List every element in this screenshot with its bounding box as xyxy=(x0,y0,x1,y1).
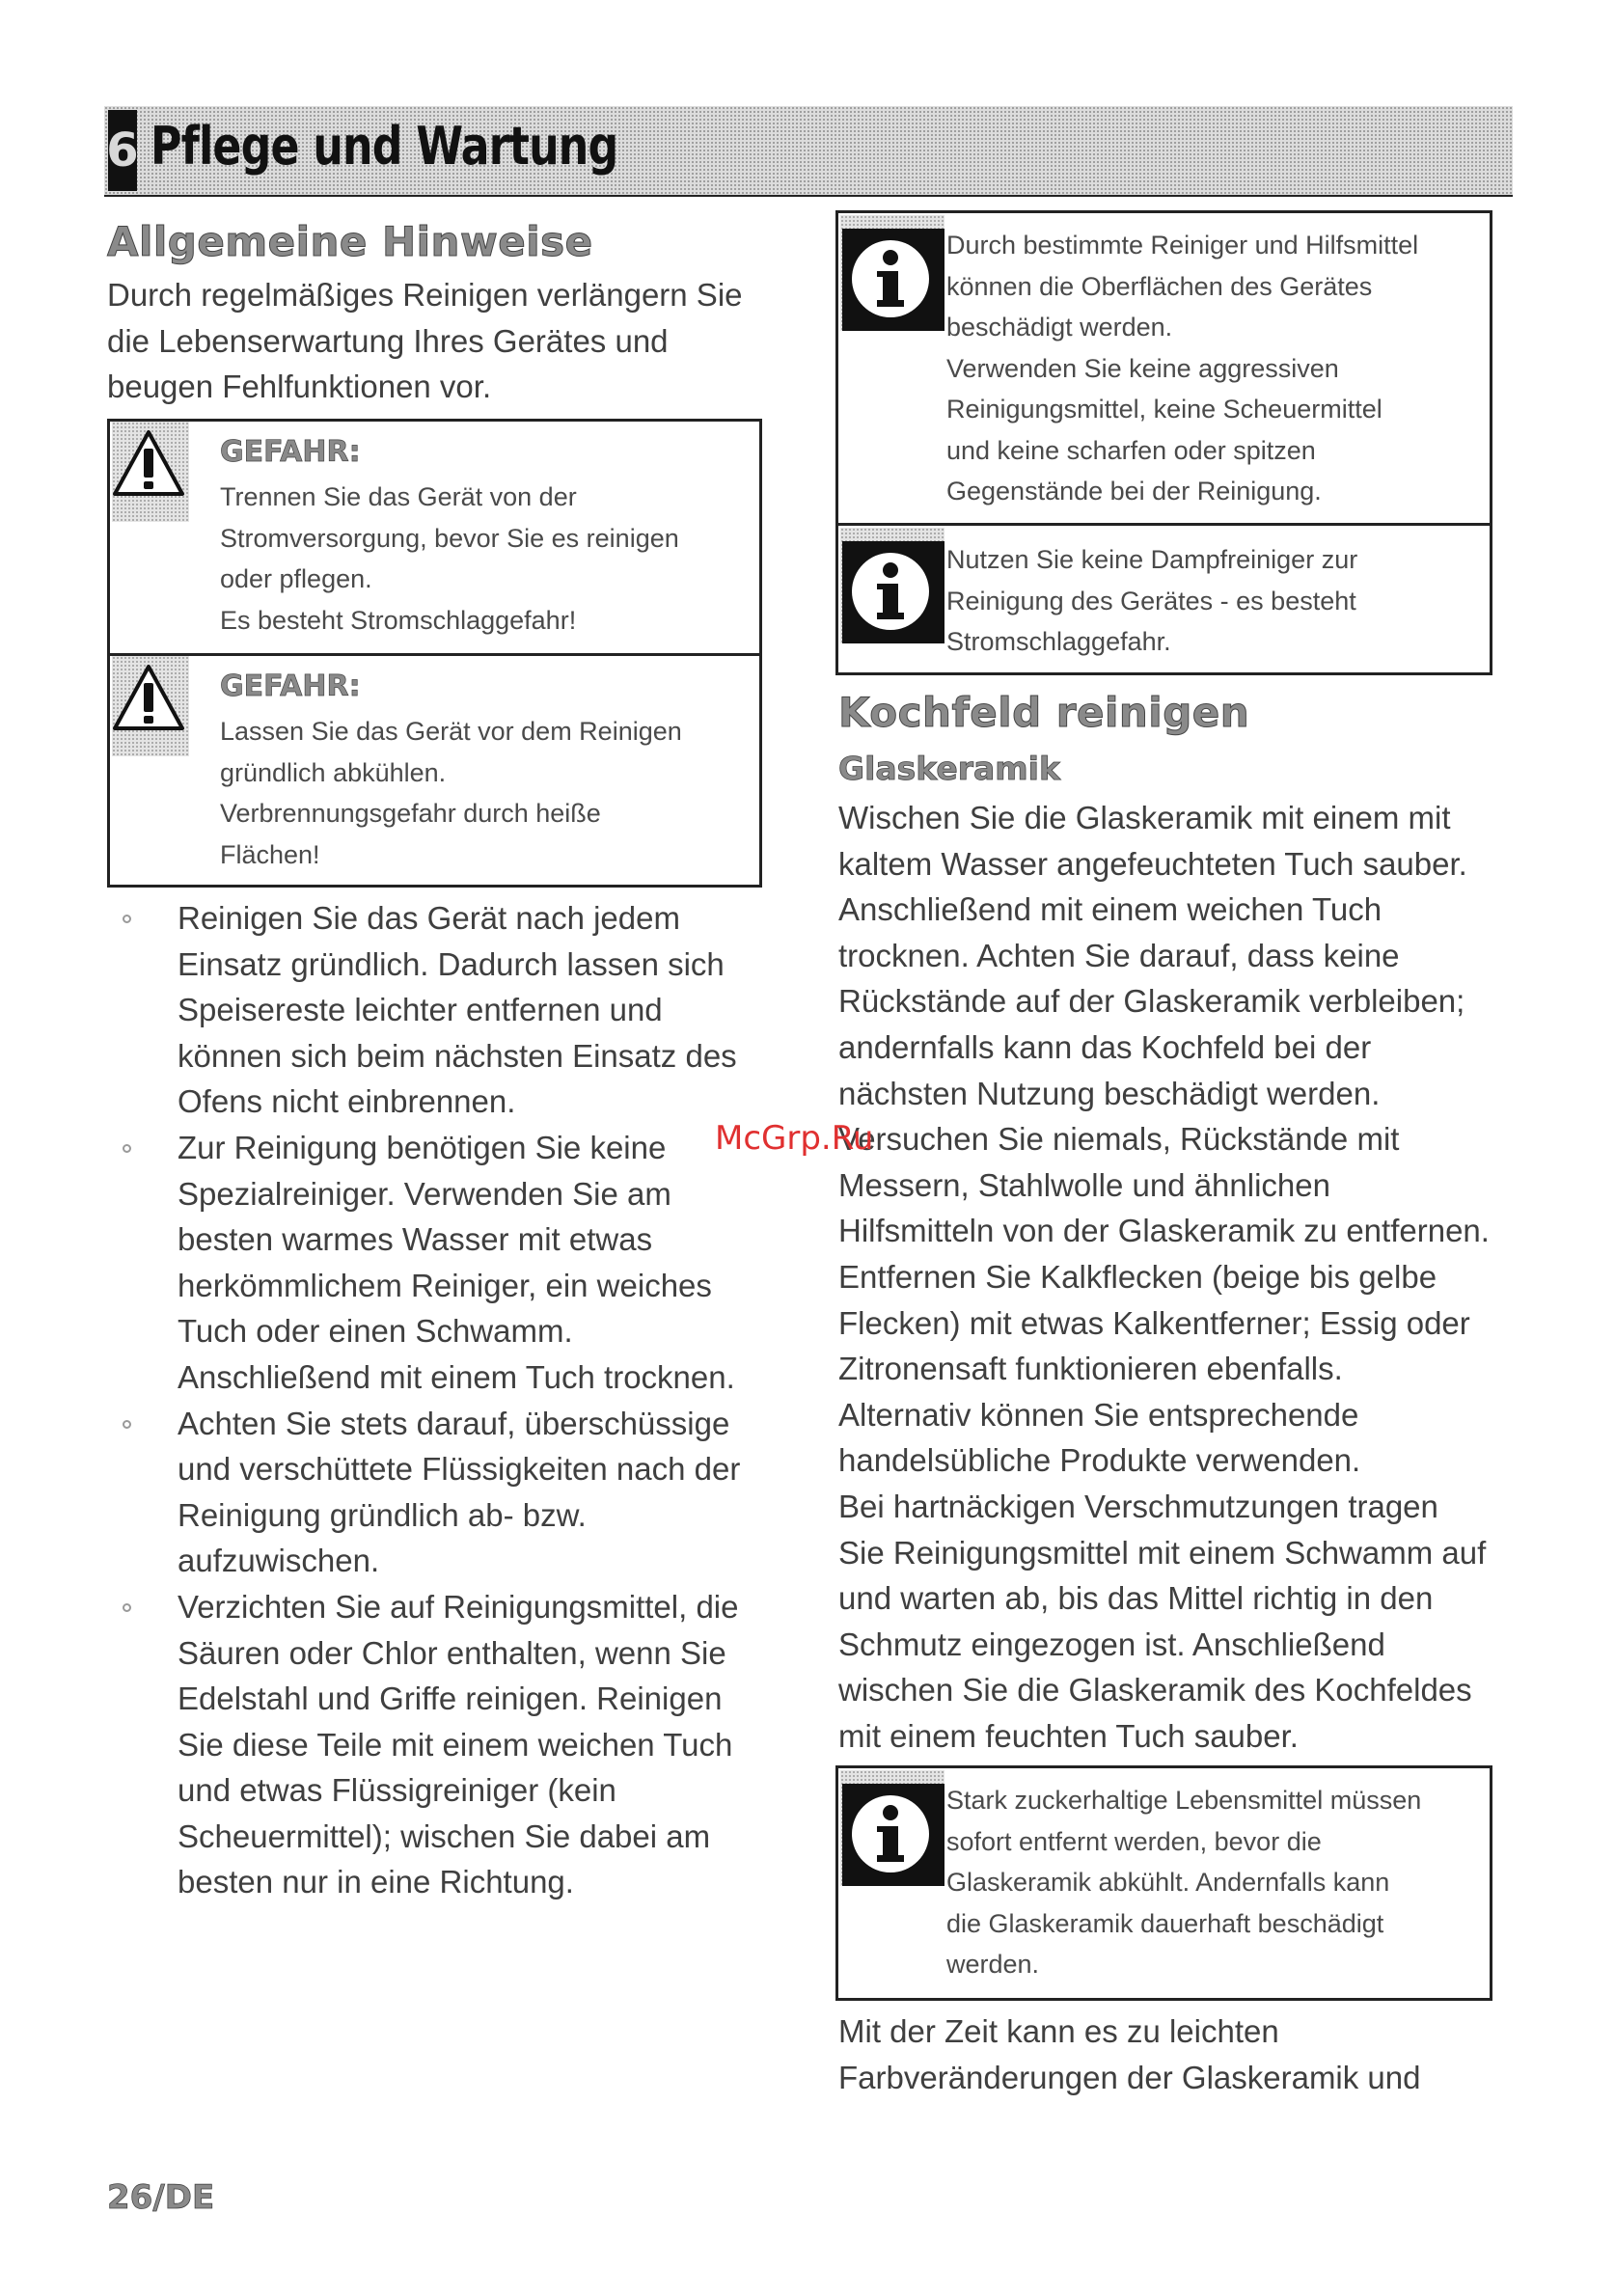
list-item: Achten Sie stets darauf, überschüssige und verschüttete Flüssigkeiten nach der Reinigung gründlich ab- bzw. aufzuwischen. xyxy=(107,1401,773,1584)
info-note-1 xyxy=(835,210,1492,526)
info-note-3 xyxy=(835,1765,1492,2001)
warning-divider xyxy=(110,653,759,656)
info-icon xyxy=(842,1784,944,1886)
info-icon xyxy=(842,229,944,331)
bullet-icon xyxy=(123,1603,131,1612)
list-item: Verzichten Sie auf Reinigungsmittel, die Säuren oder Chlor enthalten, wenn Sie Edelstahl und Griffe reinigen. Reinigen Sie diese Teile mit einem weichen Tuch und etwas Flüssigreiniger (kein Scheuermittel); wischen Sie dabei am besten nur in eine Richtung. xyxy=(107,1584,773,1905)
danger-title: GEFAHR: xyxy=(220,435,361,469)
general-line: die Lebenserwartung Ihres Gerätes und xyxy=(107,322,669,359)
watermark: McGrp.Ru xyxy=(715,1119,874,1158)
chapter-number: 6 xyxy=(108,110,137,191)
bullet-icon xyxy=(123,1144,131,1153)
page-number: 26/DE xyxy=(107,2178,215,2217)
danger-warning-box xyxy=(107,419,762,888)
warning-triangle-icon xyxy=(112,664,185,731)
danger-title: GEFAHR: xyxy=(220,670,361,703)
info-note-text: Nutzen Sie keine Dampfreiniger zur Reinigung des Gerätes - es besteht Stromschlaggefahr. xyxy=(946,545,1358,656)
list-item: Reinigen Sie das Gerät nach jedem Einsatz gründlich. Dadurch lassen sich Speisereste leichter entfernen und können sich beim nächsten Einsatz des Ofens nicht einbrennen. xyxy=(107,895,773,1125)
bullet-icon xyxy=(123,1420,131,1429)
info-icon xyxy=(842,541,944,643)
bullet-icon xyxy=(123,915,131,923)
general-line: beugen Fehlfunktionen vor. xyxy=(107,369,492,405)
danger-text: Lassen Sie das Gerät vor dem Reinigen gründlich abkühlen. Verbrennungsgefahr durch heiße Flächen! xyxy=(220,717,682,869)
hob-text-continued: Mit der Zeit kann es zu leichten Farbveränderungen der Glaskeramik und xyxy=(838,2013,1421,2095)
info-note-2 xyxy=(835,523,1492,675)
danger-text: Trennen Sie das Gerät von der Stromversorgung, bevor Sie es reinigen oder pflegen. Es besteht Stromschlaggefahr! xyxy=(220,482,679,635)
chapter-header xyxy=(104,106,1513,197)
hob-subheading: Glaskeramik xyxy=(838,750,1060,787)
general-line: Durch regelmäßiges Reinigen verlängern Sie xyxy=(107,277,743,313)
care-bullet-list xyxy=(107,895,773,1905)
warning-triangle-icon xyxy=(112,429,185,497)
info-note-text: Stark zuckerhaltige Lebensmittel müssen sofort entfernt werden, bevor die Glaskeramik abkühlt. Andernfalls kann die Glaskeramik dauerhaft beschädigt werden. xyxy=(946,1786,1422,1979)
hob-text: Wischen Sie die Glaskeramik mit einem mit kaltem Wasser angefeuchteten Tuch sauber. Anschließend mit einem weichen Tuch trocknen. Achten Sie darauf, dass keine Rückstände auf der Glaskeramik verbleiben; andernfalls kann das Kochfeld bei der nächsten Nutzung beschädigt werden. Versuchen Sie niemals, Rückstände mit Messern, Stahlwolle und ähnlichen Hilfsmitteln von der Glaskeramik zu entfernen. Entfernen Sie Kalkflecken (beige bis gelbe Flecken) mit etwas Kalkentferner; Essig oder Zitronensaft funktionieren ebenfalls. Alternativ können Sie entsprechende handelsübliche Produkte verwenden. Bei hartnäckigen Verschmutzungen tragen Sie Reinigungsmittel mit einem Schwamm auf und warten ab, bis das Mittel richtig in den Schmutz eingezogen ist. Anschließend wischen Sie die Glaskeramik des Kochfeldes mit einem feuchten Tuch sauber. xyxy=(838,800,1490,1754)
general-intro xyxy=(107,272,782,410)
info-note-text: Durch bestimmte Reiniger und Hilfsmittel können die Oberflächen des Gerätes beschädigt werden. Verwenden Sie keine aggressiven Reinigungsmittel, keine Scheuermittel und keine scharfen oder spitzen Gegenstände bei der Reinigung. xyxy=(946,231,1419,506)
chapter-title: Pflege und Wartung xyxy=(151,116,618,177)
hob-heading: Kochfeld reinigen xyxy=(838,689,1250,736)
list-item: Zur Reinigung benötigen Sie keine Spezialreiniger. Verwenden Sie am besten warmes Wasser mit etwas herkömmlichem Reiniger, ein weiches Tuch oder einen Schwamm. Anschließend mit einem Tuch trocknen. xyxy=(107,1125,773,1401)
general-heading: Allgemeine Hinweise xyxy=(107,218,593,265)
